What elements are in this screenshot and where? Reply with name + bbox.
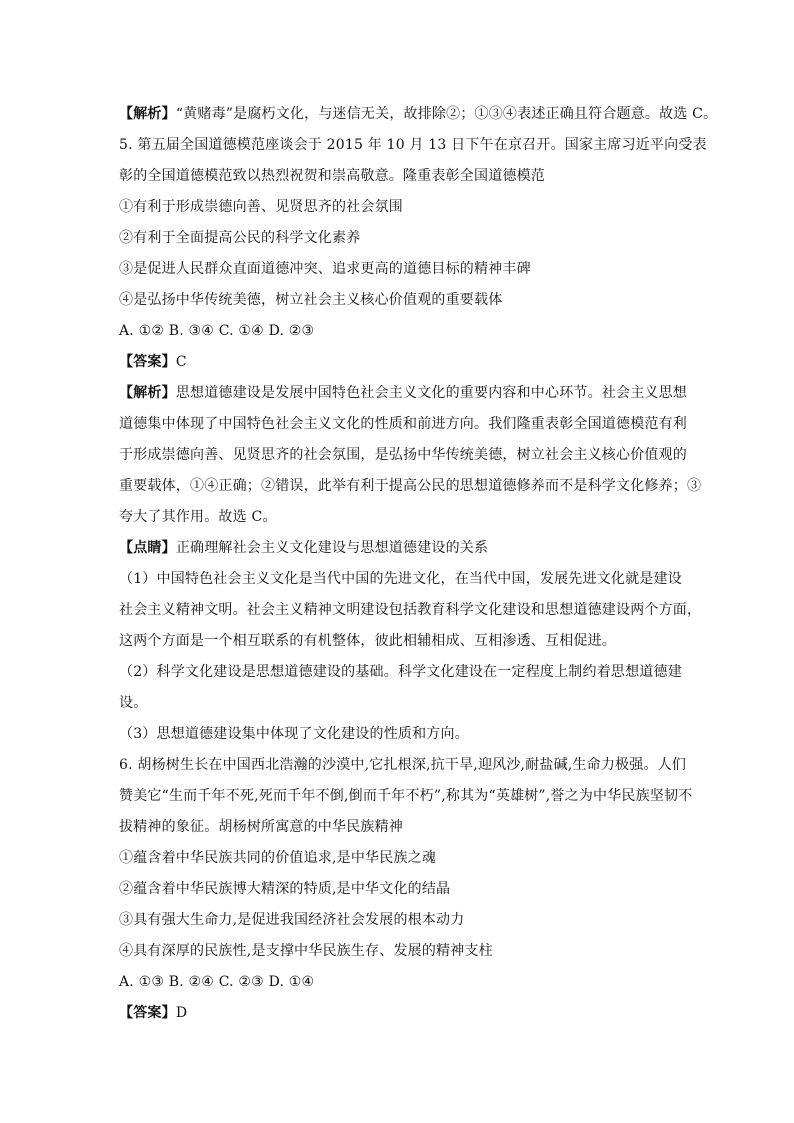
analysis-text: 重要载体，①④正确；②错误，此举有利于提高公民的思想道德修养而不是科学文化修养；③ <box>119 478 702 494</box>
question-text: 赞美它“生而千年不死,死而千年不倒,倒而千年不朽”,称其为“英雄树”,誉之为中华民族坚韧不 <box>119 788 693 804</box>
answer-tag: 【答案】 <box>119 354 176 370</box>
question-5-stem-line-2 <box>119 161 679 192</box>
analysis-text: 思想道德建设是发展中国特色社会主义文化的重要内容和中心环节。社会主义思想 <box>175 385 688 401</box>
question-6-stem-line-3 <box>119 812 679 843</box>
question-6-stem-line-1 <box>119 750 687 781</box>
tip-line <box>119 533 679 564</box>
question-6-choices <box>119 967 679 998</box>
option-text: ④具有深厚的民族性,是支撑中华民族生存、发展的精神支柱 <box>119 943 493 959</box>
tip-line <box>119 595 702 626</box>
question-6-option-1 <box>119 843 679 874</box>
question-6-option-4 <box>119 936 679 967</box>
answer-text: D <box>175 1005 188 1021</box>
choices-text: A. ①③ B. ②④ C. ②③ D. ①④ <box>119 974 315 990</box>
option-text: ②有利于全面提高公民的科学文化素养 <box>119 230 361 246</box>
tip-line <box>119 626 679 657</box>
analysis-text: 道德集中体现了中国特色社会主义文化的性质和前进方向。我们隆重表彰全国道德模范有利 <box>119 416 687 432</box>
answer-tag: 【答案】 <box>119 1005 176 1021</box>
analysis-line <box>119 440 687 471</box>
question-5-option-1 <box>119 192 679 223</box>
analysis-line <box>119 378 688 409</box>
tip-line <box>119 657 682 688</box>
document-page <box>119 99 718 1029</box>
option-text: ④是弘扬中华传统美德，树立社会主义核心价值观的重要载体 <box>119 292 503 308</box>
analysis-line <box>119 99 718 130</box>
option-text: ①蕴含着中华民族共同的价值追求,是中华民族之魂 <box>119 850 437 866</box>
option-text: ③具有强大生命力,是促进我国经济社会发展的根本动力 <box>119 912 465 928</box>
question-5-stem-line-1 <box>119 130 707 161</box>
question-text: 5. 第五届全国道德模范座谈会于 2015 年 10 月 13 日下午在京召开。国家主席习近平向受表 <box>119 137 707 153</box>
tip-text: （3）思想道德建设集中体现了文化建设的性质和方向。 <box>119 726 469 742</box>
question-6-option-3 <box>119 905 679 936</box>
analysis-text: “黄赌毒”是腐朽文化，与迷信无关，故排除②；①③④表述正确且符合题意。故选 C。 <box>175 106 718 122</box>
question-6-stem-line-2 <box>119 781 693 812</box>
question-text: 拔精神的象征。胡杨树所寓意的中华民族精神 <box>119 819 403 835</box>
answer-line <box>119 347 679 378</box>
analysis-line <box>119 471 702 502</box>
answer-text: C <box>175 354 187 370</box>
option-text: ②蕴含着中华民族博大精深的特质,是中华文化的结晶 <box>119 881 451 897</box>
question-5-choices <box>119 316 679 347</box>
tip-line <box>119 719 679 750</box>
question-5-option-4 <box>119 285 679 316</box>
analysis-line <box>119 409 687 440</box>
tip-text: 社会主义精神文明。社会主义精神文明建设包括教育科学文化建设和思想道德建设两个方面， <box>119 602 702 618</box>
analysis-line <box>119 502 679 533</box>
tip-text: （2）科学文化建设是思想道德建设的基础。科学文化建设在一定程度上制约着思想道德建 <box>119 664 682 680</box>
tip-text: （1）中国特色社会主义文化是当代中国的先进文化，在当代中国，发展先进文化就是建设 <box>119 571 682 587</box>
tip-text: 这两个方面是一个相互联系的有机整体，彼此相辅相成、互相渗透、互相促进。 <box>119 633 616 649</box>
analysis-tag: 【解析】 <box>119 385 176 401</box>
analysis-tag: 【解析】 <box>119 106 176 122</box>
answer-line <box>119 998 679 1029</box>
option-text: ③是促进人民群众直面道德冲突、追求更高的道德目标的精神丰碑 <box>119 261 531 277</box>
tip-text: 设。 <box>119 695 148 711</box>
analysis-text: 于形成崇德向善、见贤思齐的社会氛围，是弘扬中华传统美德，树立社会主义核心价值观的 <box>119 447 687 463</box>
tip-line <box>119 564 682 595</box>
question-5-option-2 <box>119 223 679 254</box>
question-6-option-2 <box>119 874 679 905</box>
question-text: 6. 胡杨树生长在中国西北浩瀚的沙漠中,它扎根深,抗干旱,迎风沙,耐盐碱,生命力极强。人们 <box>119 757 687 773</box>
question-text: 彰的全国道德模范致以热烈祝贺和崇高敬意。隆重表彰全国道德模范 <box>119 168 545 184</box>
question-5-option-3 <box>119 254 679 285</box>
tip-tag: 【点睛】 <box>119 540 176 556</box>
tip-text: 正确理解社会主义文化建设与思想道德建设的关系 <box>175 540 489 556</box>
tip-line <box>119 688 679 719</box>
option-text: ①有利于形成崇德向善、见贤思齐的社会氛围 <box>119 199 403 215</box>
analysis-text: 夸大了其作用。故选 C。 <box>119 509 277 525</box>
choices-text: A. ①② B. ③④ C. ①④ D. ②③ <box>119 323 315 339</box>
